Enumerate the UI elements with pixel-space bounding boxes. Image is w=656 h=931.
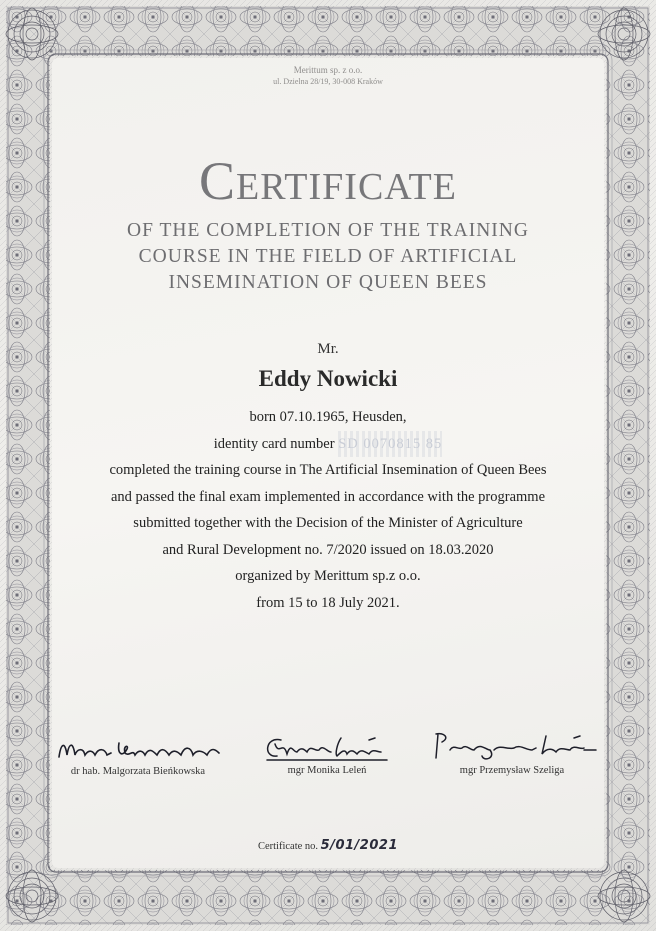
issuer-address: ul. Dzielna 28/19, 30-008 Kraków — [273, 77, 383, 86]
signatory-name: dr hab. Malgorzata Bieńkowska — [70, 766, 206, 777]
body-line: and Rural Development no. 7/2020 issued on 18.03.2020 — [162, 541, 494, 558]
certificate-number — [0, 838, 656, 853]
certificate-body-text — [40, 404, 616, 616]
signature-block-szeliga — [424, 728, 600, 776]
salutation: Mr. — [317, 341, 339, 357]
born-line: born 07.10.1965, Heusden, — [249, 409, 407, 425]
handwritten-signature — [257, 730, 397, 764]
handwritten-signature — [53, 735, 223, 765]
body-line: and passed the final exam implemented in accordance with the programme — [110, 488, 546, 505]
subtitle-line: INSEMINATION OF QUEEN BEES — [168, 272, 488, 293]
recipient-name: Eddy Nowicki — [258, 366, 398, 391]
handwritten-signature — [424, 728, 600, 764]
signature-block-lelen — [252, 730, 402, 776]
id-number-redacted: SD 0070815 85 — [338, 431, 442, 458]
certificate-number-label: Certificate no. — [257, 841, 319, 852]
body-line: organized by Merittum sp.z o.o. — [235, 568, 421, 584]
signatory-name: mgr Przemysław Szeliga — [459, 765, 565, 776]
certificate-number-value: 5/01/2021 — [320, 838, 398, 853]
subtitle-line: OF THE COMPLETION OF THE TRAINING — [127, 220, 529, 241]
subtitle-line: COURSE IN THE FIELD OF ARTIFICIAL — [138, 246, 518, 267]
id-line — [40, 431, 616, 458]
id-label: identity card number — [213, 435, 335, 452]
signatory-name: mgr Monika Leleń — [287, 765, 367, 776]
issuer-header — [0, 64, 656, 88]
certificate-title: Certificate — [199, 151, 457, 211]
body-line: from 15 to 18 July 2021. — [256, 594, 400, 611]
signature-block-bienkowska — [52, 735, 224, 777]
body-line: completed the training course in The Artificial Insemination of Queen Bees — [109, 462, 547, 478]
issuer-name: Merittum sp. z o.o. — [293, 65, 363, 75]
body-line: submitted together with the Decision of the Minister of Agriculture — [133, 515, 523, 531]
certificate-subtitle — [80, 218, 576, 296]
